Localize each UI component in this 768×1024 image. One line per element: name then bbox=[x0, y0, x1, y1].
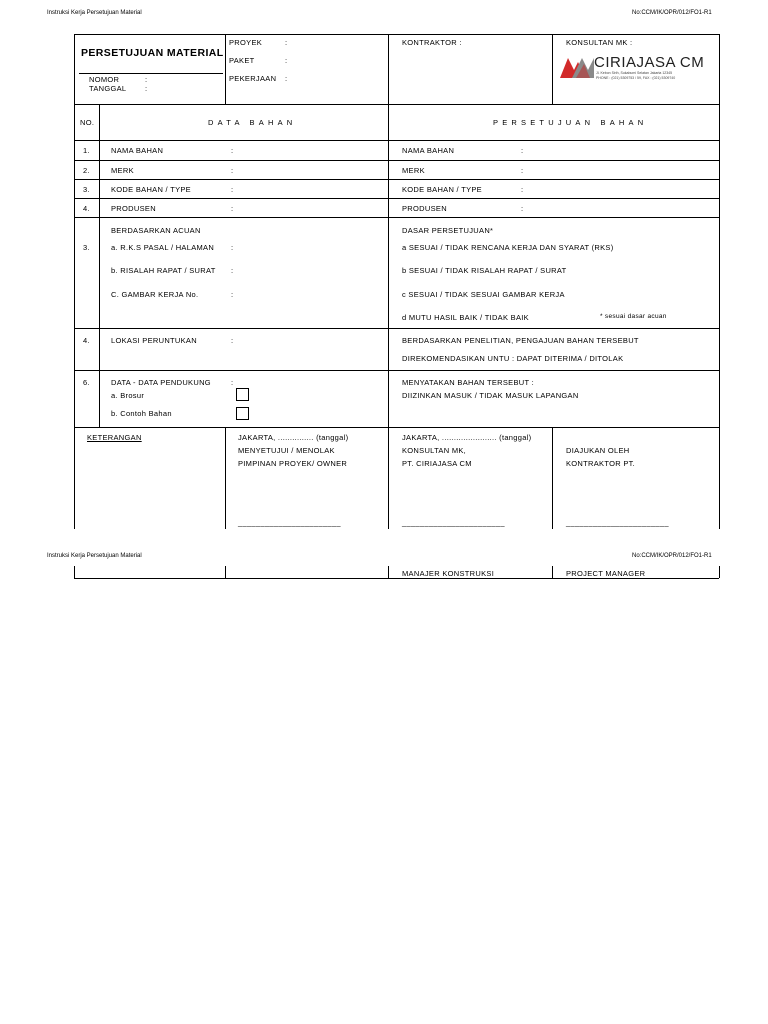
acuan-colon: : bbox=[231, 290, 234, 299]
pekerjaan-colon: : bbox=[285, 74, 288, 83]
proyek-colon: : bbox=[285, 38, 288, 47]
kontraktor-sign-line: _______________________ bbox=[566, 518, 669, 527]
acuan-item-rks: a. R.K.S PASAL / HALAMAN bbox=[111, 243, 215, 252]
dasar-item-gambar: c SESUAI / TIDAK SESUAI GAMBAR KERJA bbox=[402, 290, 565, 299]
proyek-label: PROYEK bbox=[229, 38, 263, 47]
paket-label: PAKET bbox=[229, 56, 255, 65]
lokasi-colon: : bbox=[231, 336, 234, 345]
row-approval-label: NAMA BAHAN bbox=[402, 146, 455, 155]
document-number: No:CCM/IK/OPR/012/FO1-R1 bbox=[632, 10, 712, 16]
row-colon: : bbox=[231, 204, 234, 213]
kontraktor-company: KONTRAKTOR PT. bbox=[566, 459, 636, 468]
owner-date: JAKARTA, ............... (tanggal) bbox=[238, 433, 349, 442]
logo-phone: PHONE : (021) 5309753 / 59, FAX : (021) 5309740 bbox=[596, 76, 676, 80]
paket-colon: : bbox=[285, 56, 288, 65]
pendukung-label: DATA - DATA PENDUKUNG bbox=[111, 378, 211, 387]
acuan-item-risalah: b. RISALAH RAPAT / SURAT bbox=[111, 266, 216, 275]
row-colon: : bbox=[231, 146, 234, 155]
document-number-page-2: No:CCM/IK/OPR/012/FO1-R1 bbox=[632, 553, 712, 559]
tanggal-label: TANGGAL bbox=[89, 84, 127, 93]
lokasi-right-2: DIREKOMENDASIKAN UNTU : DAPAT DITERIMA / DITOLAK bbox=[402, 354, 624, 363]
lokasi-label: LOKASI PERUNTUKAN bbox=[111, 336, 197, 345]
mk-company: PT. CIRIAJASA CM bbox=[402, 459, 472, 468]
acuan-colon: : bbox=[231, 243, 234, 252]
row-label: KODE BAHAN / TYPE bbox=[111, 185, 191, 194]
row-label: NAMA BAHAN bbox=[111, 146, 164, 155]
row-no: 3. bbox=[83, 185, 90, 194]
column-data-bahan: DATA BAHAN bbox=[208, 118, 297, 127]
mk-role: MANAJER KONSTRUKSI bbox=[402, 569, 495, 578]
dasar-heading: DASAR PERSETUJUAN* bbox=[402, 226, 494, 235]
brosur-checkbox[interactable] bbox=[236, 388, 249, 401]
document-title: Instruksi Kerja Persetujuan Material bbox=[47, 10, 142, 16]
pendukung-brosur: a. Brosur bbox=[111, 391, 145, 400]
row-approval-label: KODE BAHAN / TYPE bbox=[402, 185, 482, 194]
row-approval-colon: : bbox=[521, 166, 524, 175]
konsultan-label: KONSULTAN MK : bbox=[566, 38, 633, 47]
column-persetujuan-bahan: PERSETUJUAN BAHAN bbox=[493, 118, 648, 127]
contoh-bahan-checkbox[interactable] bbox=[236, 407, 249, 420]
dasar-item-rks: a SESUAI / TIDAK RENCANA KERJA DAN SYARAT (RKS) bbox=[402, 243, 614, 252]
mk-sign-line: _______________________ bbox=[402, 518, 505, 527]
logo-mark-icon bbox=[560, 54, 596, 80]
pendukung-no: 6. bbox=[83, 378, 90, 387]
row-approval-colon: : bbox=[521, 146, 524, 155]
kontraktor-submitted: DIAJUKAN OLEH bbox=[566, 446, 630, 455]
pendukung-contoh: b. Contoh Bahan bbox=[111, 409, 172, 418]
row-approval-label: MERK bbox=[402, 166, 425, 175]
tanggal-colon: : bbox=[145, 84, 148, 93]
row-label: MERK bbox=[111, 166, 134, 175]
form-title: PERSETUJUAN MATERIAL bbox=[81, 47, 224, 59]
logo-address: Jl. Kebon Sirih, Sukabumi Selatan Jakarta 12345 bbox=[596, 71, 673, 75]
row-no: 2. bbox=[83, 166, 90, 175]
pendukung-colon: : bbox=[231, 378, 234, 387]
kontraktor-label: KONTRAKTOR : bbox=[402, 38, 462, 47]
owner-title: PIMPINAN PROYEK/ OWNER bbox=[238, 459, 348, 468]
mk-title: KONSULTAN MK, bbox=[402, 446, 467, 455]
acuan-colon: : bbox=[231, 266, 234, 275]
kontraktor-role: PROJECT MANAGER bbox=[566, 569, 646, 578]
nomor-colon: : bbox=[145, 75, 148, 84]
dasar-footnote: * sesuai dasar acuan bbox=[600, 313, 667, 320]
acuan-no: 3. bbox=[83, 243, 90, 252]
pekerjaan-label: PEKERJAAN bbox=[229, 74, 277, 83]
column-no: NO. bbox=[80, 118, 95, 127]
row-no: 1. bbox=[83, 146, 90, 155]
lokasi-no: 4. bbox=[83, 336, 90, 345]
pendukung-right-2: DIIZINKAN MASUK / TIDAK MASUK LAPANGAN bbox=[402, 391, 579, 400]
row-approval-colon: : bbox=[521, 185, 524, 194]
row-colon: : bbox=[231, 166, 234, 175]
pendukung-right-1: MENYATAKAN BAHAN TERSEBUT : bbox=[402, 378, 535, 387]
mk-date: JAKARTA, ....................... (tanggal) bbox=[402, 433, 532, 442]
row-approval-label: PRODUSEN bbox=[402, 204, 447, 213]
row-approval-colon: : bbox=[521, 204, 524, 213]
acuan-item-gambar: C. GAMBAR KERJA No. bbox=[111, 290, 199, 299]
acuan-heading: BERDASARKAN ACUAN bbox=[111, 226, 201, 235]
nomor-label: NOMOR bbox=[89, 75, 120, 84]
dasar-item-risalah: b SESUAI / TIDAK RISALAH RAPAT / SURAT bbox=[402, 266, 567, 275]
keterangan-label: KETERANGAN bbox=[87, 433, 142, 442]
row-colon: : bbox=[231, 185, 234, 194]
dasar-item-mutu: d MUTU HASIL BAIK / TIDAK BAIK bbox=[402, 313, 529, 322]
owner-sign-line: _______________________ bbox=[238, 518, 341, 527]
row-label: PRODUSEN bbox=[111, 204, 156, 213]
lokasi-right-1: BERDASARKAN PENELITIAN, PENGAJUAN BAHAN TERSEBUT bbox=[402, 336, 639, 345]
row-no: 4. bbox=[83, 204, 90, 213]
owner-decision: MENYETUJUI / MENOLAK bbox=[238, 446, 335, 455]
ciriajasa-logo bbox=[560, 53, 714, 83]
logo-name: CIRIAJASA CM bbox=[594, 54, 705, 71]
document-title-page-2: Instruksi Kerja Persetujuan Material bbox=[47, 553, 142, 559]
